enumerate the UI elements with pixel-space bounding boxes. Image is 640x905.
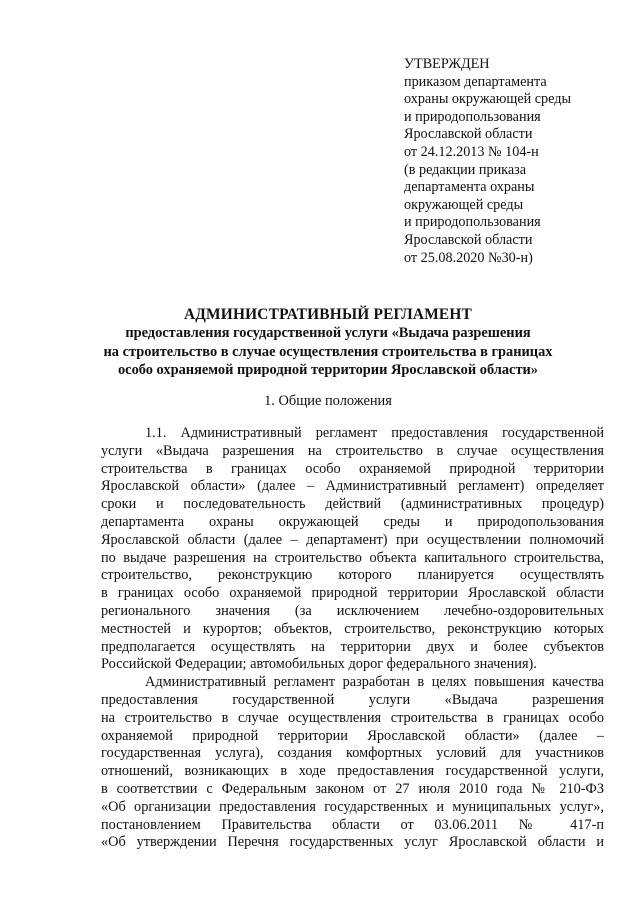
approval-line: приказом департамента <box>404 73 547 90</box>
paragraph-line: на строительство в случае осуществления строительства в границах особо <box>101 709 604 726</box>
paragraph-line: отношений, возникающих в ходе предоставления государственной услуги, <box>101 763 604 780</box>
approval-line: и природопользования <box>404 214 541 231</box>
paragraph-line: услуги «Выдача разрешения на строительство в случае осуществления <box>101 442 604 459</box>
paragraph-line: «Об утверждении Перечня государственных услуг Ярославской области и <box>101 834 604 851</box>
paragraph-line: по выдаче разрешения на строительство объекта капитального строительства, <box>101 549 604 566</box>
approval-line: (в редакции приказа <box>404 161 527 178</box>
document-subtitle-line: предоставления государственной услуги «Выдача разрешения <box>125 325 531 341</box>
document-title-block <box>90 305 566 380</box>
paragraph-line: постановлением Правительства области от 03.06.2011 № 417-п <box>101 816 604 833</box>
paragraph-line: «Об организации предоставления государственных и муниципальных услуг», <box>101 798 604 815</box>
paragraph-line: охраняемой природной территории Ярославской области» (далее – <box>101 727 604 744</box>
document-body <box>101 425 604 852</box>
approval-line: от 25.08.2020 №30-н) <box>404 249 533 266</box>
paragraph-line: регионального значения (за исключением лечебно-оздоровительных <box>101 602 604 619</box>
paragraph-line: сроки и последовательность действий (административных процедур) <box>101 496 604 513</box>
paragraph-line: предоставления государственной услуги «Выдача разрешения <box>101 691 604 708</box>
paragraph-line: департамента охраны окружающей среды и природопользования <box>101 513 604 530</box>
paragraph-line: строительство, реконструкцию которого планируется осуществлять <box>101 567 604 584</box>
document-subtitle-line: особо охраняемой природной территории Ярославской области» <box>117 362 539 379</box>
paragraph-line: 1.1. Административный регламент предоставления государственной <box>145 425 604 441</box>
document-title: АДМИНИСТРАТИВНЫЙ РЕГЛАМЕНТ <box>183 306 473 323</box>
paragraph-line: Административный регламент разработан в целях повышения качества <box>145 674 604 691</box>
approval-line: Ярославской области <box>404 231 533 248</box>
paragraph-line: местностей и курортов; объектов, строительство, реконструкцию которых <box>101 620 604 637</box>
paragraph-line: в границах особо охраняемой природной территории Ярославской области <box>101 585 604 602</box>
paragraph-line: в соответствии с Федеральным законом от 27 июля 2010 года № 210-ФЗ <box>101 780 604 797</box>
approval-line: Ярославской области <box>404 126 533 143</box>
approval-stamp <box>404 56 624 267</box>
section-heading: 1. Общие положения <box>264 393 392 409</box>
paragraph-line: строительства в границах особо охраняемой природной территории <box>101 460 604 477</box>
approval-line: департамента охраны <box>404 179 535 196</box>
paragraph-line: Ярославской области» (далее – Административный регламент) определяет <box>101 478 604 495</box>
approval-line: охраны окружающей среды <box>404 91 572 108</box>
approval-line: окружающей среды <box>404 196 524 213</box>
approval-line: УТВЕРЖДЕН <box>404 56 490 72</box>
approval-line: и природопользования <box>404 108 541 125</box>
approval-line: от 24.12.2013 № 104-н <box>404 143 539 160</box>
document-subtitle-line: на строительство в случае осуществления строительства в границах <box>103 343 553 360</box>
paragraph-line: государственная услуга), создания комфортных условий для участников <box>101 745 604 762</box>
paragraph-line: Ярославской области (далее – департамент) при осуществлении полномочий <box>101 531 604 548</box>
paragraph-line: Российской Федерации; автомобильных дорог федерального значения). <box>101 656 537 673</box>
paragraph-line: предполагается осуществлять на территории двух и более субъектов <box>101 638 604 655</box>
